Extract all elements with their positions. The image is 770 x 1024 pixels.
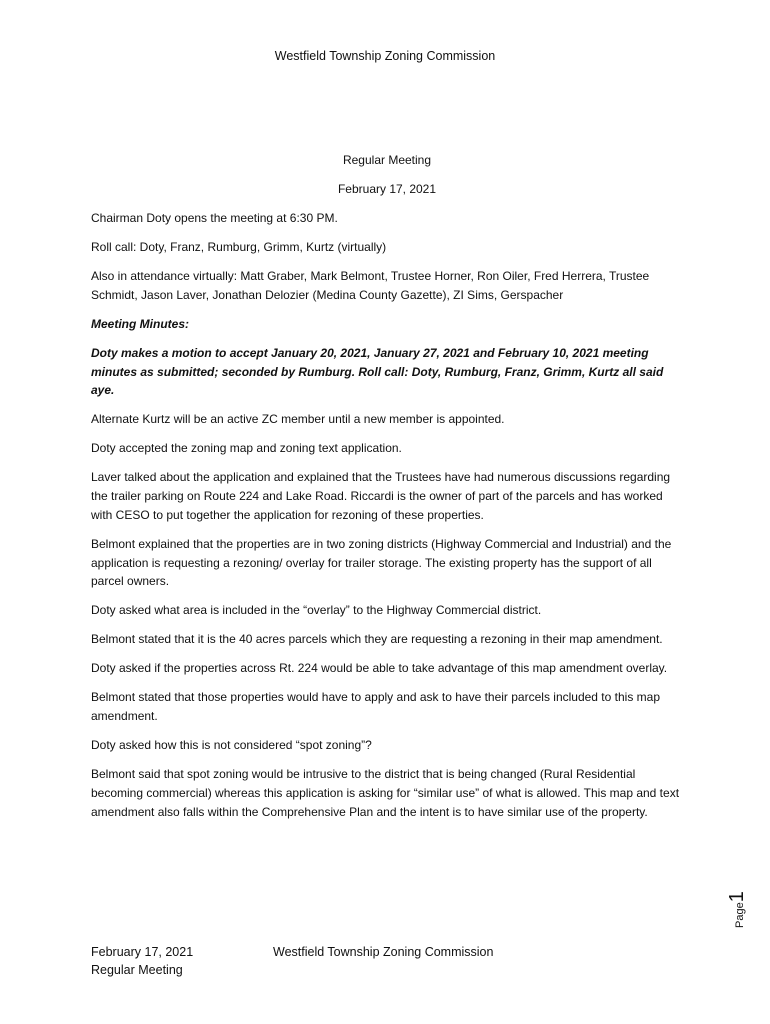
footer-meeting-type: Regular Meeting	[91, 963, 183, 977]
paragraph-roll-call: Roll call: Doty, Franz, Rumburg, Grimm, Kurtz (virtually)	[91, 239, 387, 254]
footer-left	[91, 943, 193, 979]
footer-date: February 17, 2021	[91, 945, 194, 959]
document-body	[91, 151, 683, 832]
paragraph-call-to-order: Chairman Doty opens the meeting at 6:30 PM.	[91, 210, 338, 225]
meeting-type: Regular Meeting	[342, 153, 432, 167]
paragraph-laver-discussion: Laver talked about the application and explained that the Trustees have had numerous discussions regarding the trailer parking on Route 224 and Lake Road. Riccardi is the owner of part of the parcels and has worked with CESO to put together the application for rezoning of these properties.	[91, 470, 671, 522]
page-number-marker	[722, 880, 748, 930]
page-label: Page	[734, 902, 746, 928]
section-heading-meeting-minutes: Meeting Minutes:	[91, 316, 189, 331]
paragraph-application-accepted: Doty accepted the zoning map and zoning text application.	[91, 441, 402, 456]
paragraph-attendance: Also in attendance virtually: Matt Graber, Mark Belmont, Trustee Horner, Ron Oiler, Fred Herrera, Trustee Schmidt, Jason Laver, Jonathan Delozier (Medina County Gazette), ZI Sims, Gerspacher	[91, 268, 650, 302]
meeting-date: February 17, 2021	[337, 181, 437, 196]
paragraph-belmont-zoning-districts: Belmont explained that the properties are in two zoning districts (Highway Commercial and Industrial) and the application is requesting a rezoning/ overlay for trailer storage. The existing property has the support of all parcel owners.	[91, 536, 672, 589]
page-number: 1	[726, 891, 748, 903]
paragraph-alternate-member: Alternate Kurtz will be an active ZC member until a new member is appointed.	[91, 412, 505, 427]
header-title: Westfield Township Zoning Commission	[274, 49, 496, 63]
footer-title: Westfield Township Zoning Commission	[273, 945, 494, 959]
paragraph-belmont-spot-zoning: Belmont said that spot zoning would be intrusive to the district that is being changed (Rural Residential becoming commercial) whereas this application is asking for “similar use” of what is allowed. This map and text amendment also falls within the Comprehensive Plan and the intent is to have similar use of the property.	[91, 767, 680, 819]
paragraph-belmont-apply: Belmont stated that those properties would have to apply and ask to have their parcels included to this map amendment.	[91, 690, 661, 724]
paragraph-minutes-motion: Doty makes a motion to accept January 20, 2021, January 27, 2021 and February 10, 2021 meeting minutes as submitted; seconded by Rumburg. Roll call: Doty, Rumburg, Franz, Grimm, Kurtz all said aye.	[91, 345, 664, 398]
paragraph-doty-spot-zoning: Doty asked how this is not considered “spot zoning”?	[91, 738, 372, 753]
paragraph-doty-rt224-question: Doty asked if the properties across Rt. 224 would be able to take advantage of this map amendment overlay.	[91, 661, 668, 676]
paragraph-doty-overlay-question: Doty asked what area is included in the “overlay” to the Highway Commercial district.	[91, 603, 542, 618]
paragraph-belmont-acres: Belmont stated that it is the 40 acres parcels which they are requesting a rezoning in their map amendment.	[91, 632, 663, 647]
